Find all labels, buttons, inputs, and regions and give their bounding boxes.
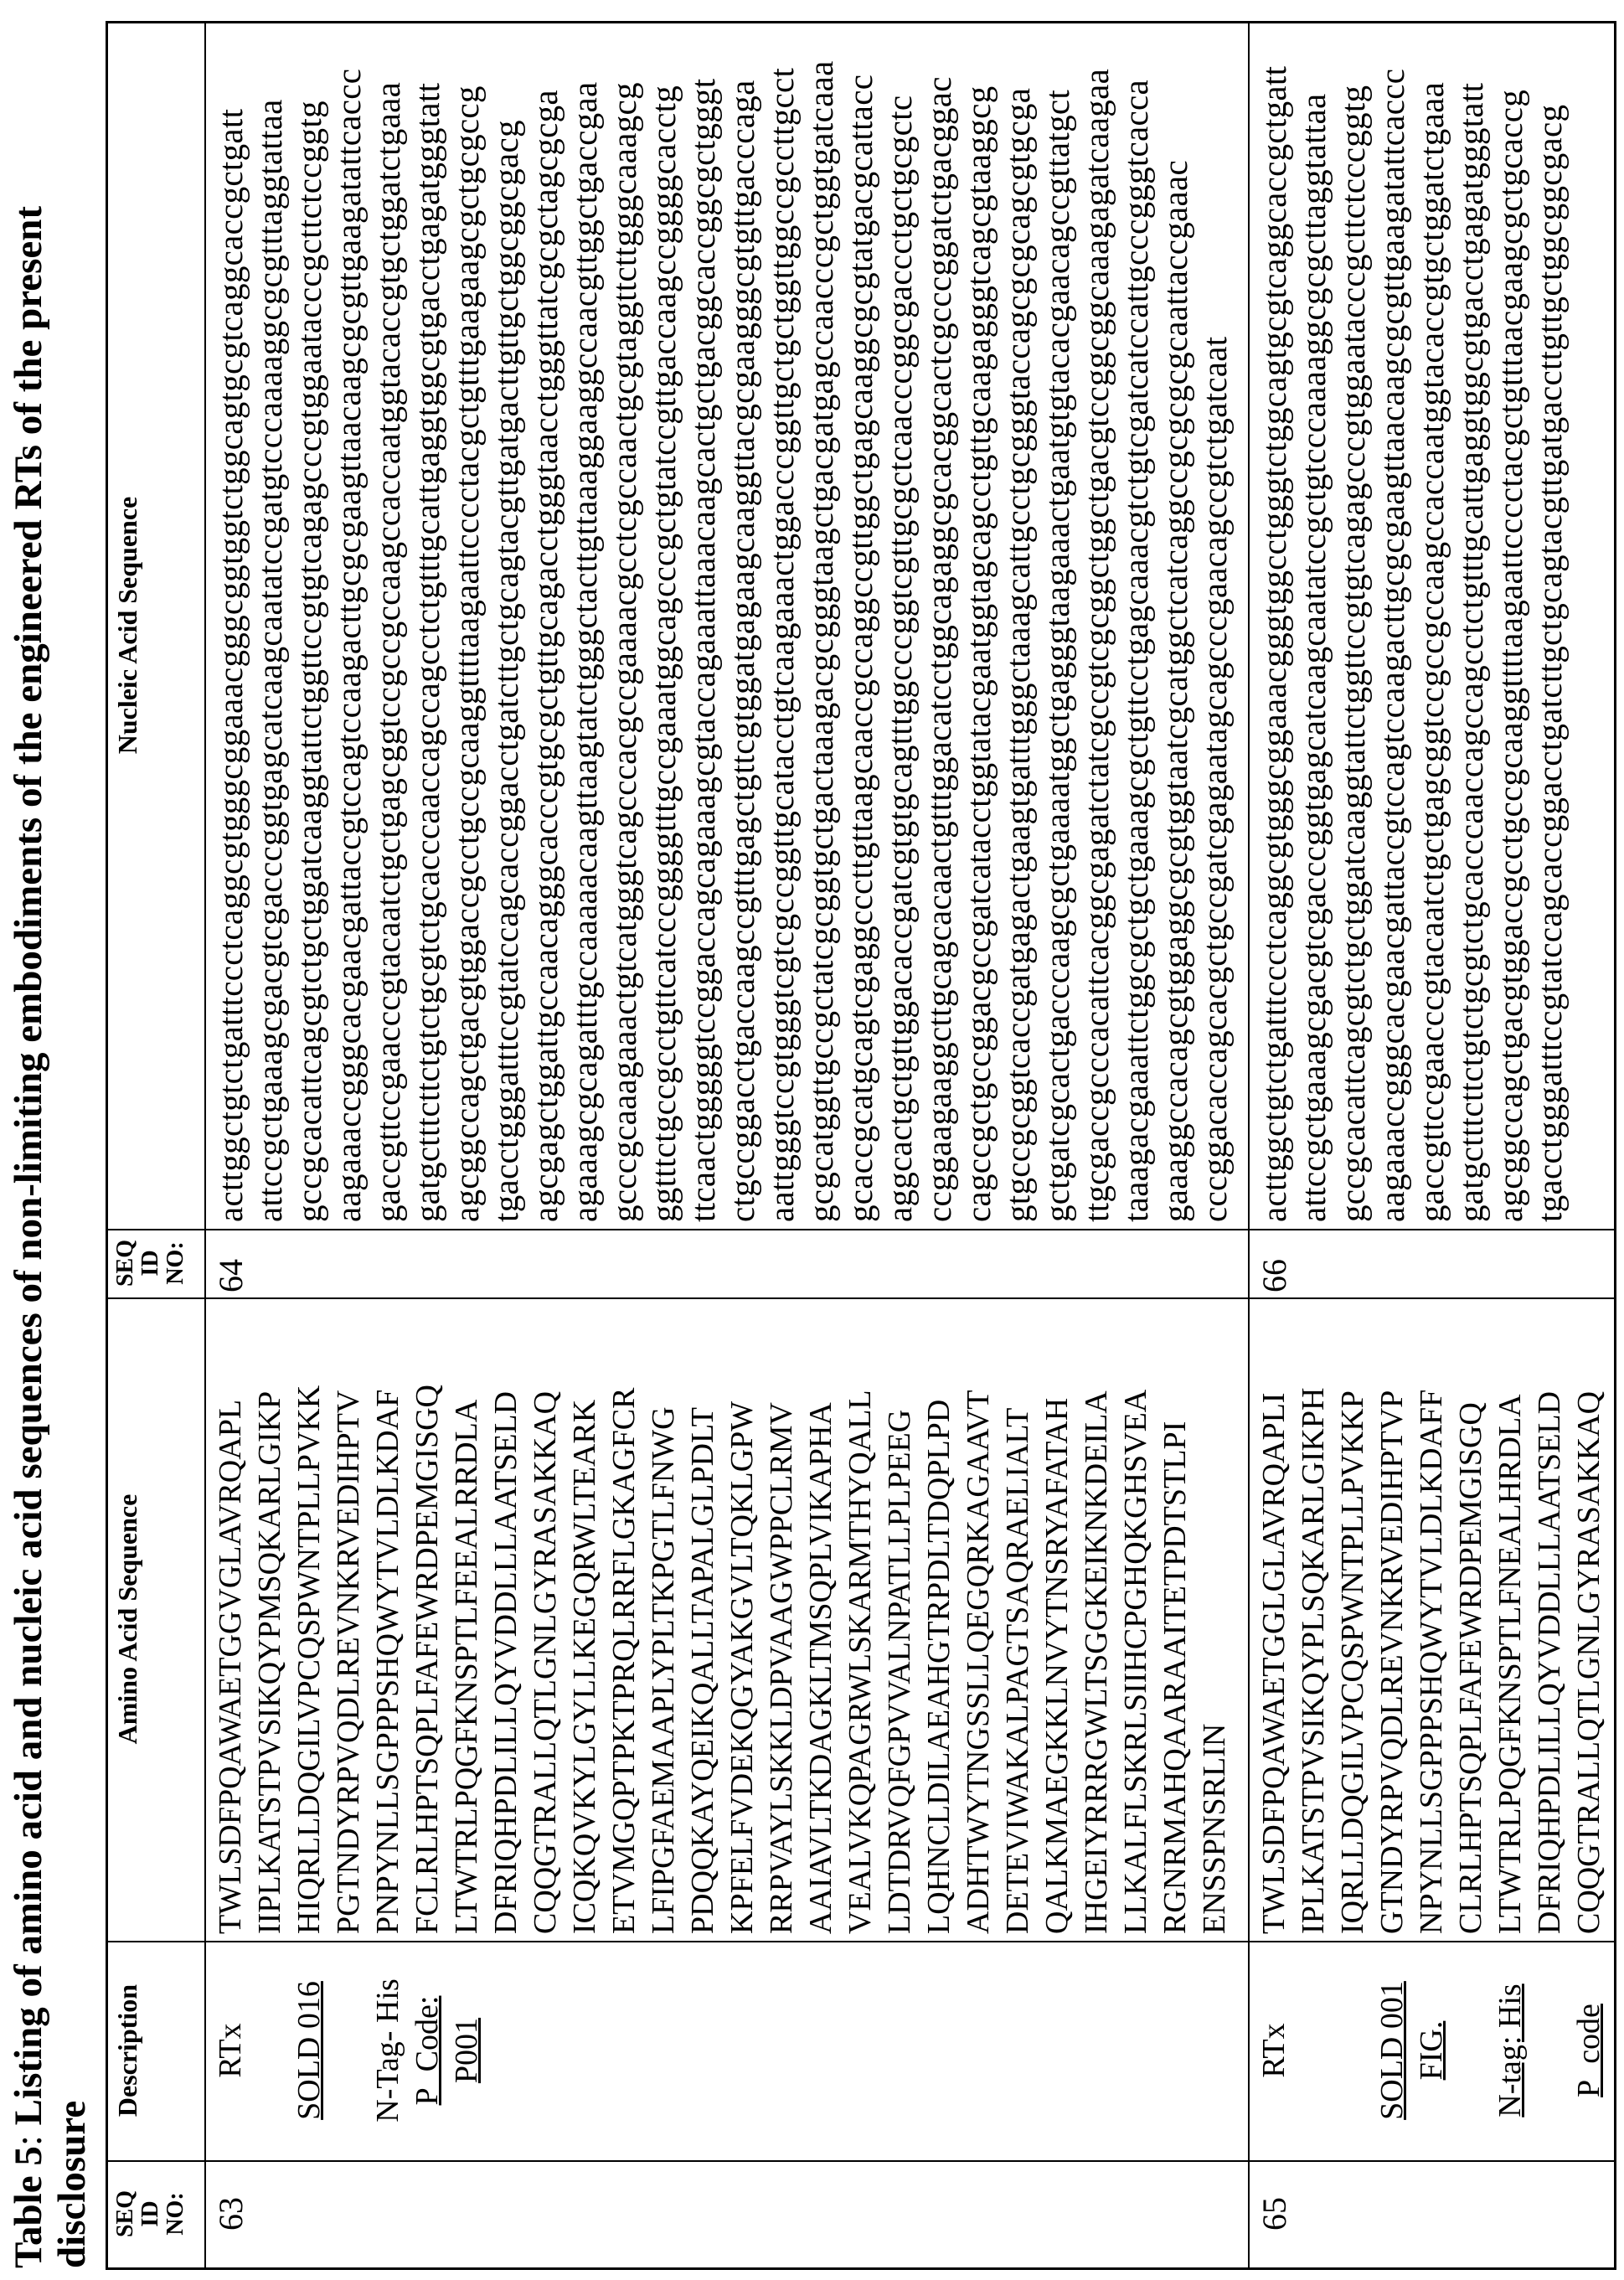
- amino-acid-line: IQRLLDQGILVPCQSPWNTPLLPVKKP: [1333, 1304, 1373, 1934]
- description-line: SOLD 016: [290, 1947, 329, 2154]
- amino-acid-line: VEALVKQPAGRWLSKARMTHYQALL: [841, 1304, 880, 1934]
- amino-acid-line: LTWTRLPQGFKNSPTLFNEALHRDLA: [1491, 1304, 1530, 1934]
- header-amino-acid: Amino Acid Sequence: [108, 1297, 206, 1941]
- row-nucleic-acid-sequence: [206, 23, 1250, 1229]
- table-label: Table 5: [7, 2146, 50, 2268]
- nucleic-acid-line: gatgctttcttctgtctgcgtctgcacccaaccagccagcctctgtttgcattgaggtggcgtgacctgagatgggtatt: [408, 28, 447, 1222]
- nucleic-acid-line: acttggctgtctgatttccctcaggcgtgggcggaaacgggcggtggtctggcagtgcgtcaggcaccgctgatt: [211, 28, 250, 1222]
- header-seq-id-line: ID: [138, 1235, 163, 1291]
- amino-acid-line: LFIPGFAEMAAPLYPLTKPGTLFNWG: [644, 1304, 683, 1934]
- row-seq-id: 65: [1250, 2160, 1616, 2267]
- nucleic-acid-line: gccgcacattcagcgtctgctggatcaaggtattctggttccgtgtcagagcccgtggaatacccgcttctcccggtg: [1333, 28, 1373, 1222]
- nucleic-acid-line: agaaagcgcagatttgccaaaaacaagttaagtatctgggctacttgttaaaggaaggccaacgttggctgaccgaa: [565, 28, 605, 1222]
- row-seq-id-2: 66: [1250, 1229, 1616, 1297]
- amino-acid-line: DFRIQHPDLILLQYVDDLLLAATSELD: [487, 1304, 526, 1934]
- nucleic-acid-line: ttcaactgggggtccggaccagcagaaagcgtaccagaaattaaacaagcactgctgacggcaccggcgctgggt: [683, 28, 723, 1222]
- nucleic-acid-line: tgacctgggatttccgtatccagcaccggacctgatcttgctgcagtacgttgatgaccttgttgctggcggcgacg: [1530, 28, 1570, 1222]
- amino-acid-line: ADHTWYTNGSSLLQEGQRKAGAAVT: [959, 1304, 998, 1934]
- amino-acid-line: TWLSDFPQAWAETGGVGLAVRQAPL: [211, 1304, 250, 1934]
- amino-acid-line: QALKMAEGKKLNVYTNSRYAFATAH: [1038, 1304, 1077, 1934]
- nucleic-acid-line: cccggacaccagcacgctgccgatcgagaatagcagcccgaacagccgtctgatcaat: [1195, 28, 1235, 1222]
- nucleic-acid-line: ccggaagaaggcttgcagcacaactgtttggacatcctggcagaggcgcacggcactcgcccggatctgacggac: [920, 28, 959, 1222]
- description-line: [1294, 1947, 1333, 2154]
- nucleic-acid-line: ttgcgaccgcccacattcacggcgagatctatcgccgtcgcggctggctgacgtccggcggcaaagagatcaagaa: [1077, 28, 1116, 1222]
- nucleic-acid-line: gtgccgcggtcaccgatgagactgaagtgatttgggctaaagcattgcctgcgggtaccagcgcgcagcgtgcga: [998, 28, 1038, 1222]
- row-amino-acid-sequence: [206, 1297, 1250, 1941]
- header-seq-id-line: ID: [138, 2167, 163, 2261]
- nucleic-acid-line: gccgcacattcagcgtctgctggatcaaggtattctggttccgtgtcagagcccgtggaatacccgcttctccggtg: [290, 28, 329, 1222]
- description-line: P_code: [1570, 1947, 1609, 2154]
- header-seq-id-line: NO:: [163, 2167, 188, 2261]
- amino-acid-line: DFRIQHPDLILLQYVDDLLLAATSELD: [1530, 1304, 1570, 1934]
- row-description: [206, 1941, 1250, 2160]
- description-line: FIG.: [1412, 1947, 1451, 2154]
- amino-acid-line: LQHNCLDILAEAHGTRPDLTDQPLPD: [920, 1304, 959, 1934]
- row-seq-id-2: 64: [206, 1229, 1250, 1297]
- nucleic-acid-line: attccgctgaaagcgacgtcgacccggtgagcatcaagcaatatccgctgtcccaaaaggcgcgcttaggtattaa: [1294, 28, 1333, 1222]
- description-line: N-Tag- His: [369, 1947, 408, 2154]
- amino-acid-line: AAIAVLTKDAGKLTMSQPLVIKAPHA: [802, 1304, 841, 1934]
- nucleic-acid-line: gaccgttccgaacccgtacaatctgctgagcggtccgccgccaagccaccaatggtacaccgtgctggatctgaaa: [369, 28, 408, 1222]
- amino-acid-line: ICQKQVKYLGYLLKEGQRWLTEARK: [565, 1304, 605, 1934]
- description-line: [250, 1947, 290, 2154]
- nucleic-acid-line: cagccgctgccggacgccgatcatacctggtatacgaatggtagcagcctgttgcaagagggtcagcgtaaggcg: [959, 28, 998, 1222]
- nucleic-acid-line: acttggctgtctgatttccctcaggcgtgggcggaaacgggtggcctgggtctggcagtgcgtcaggcaccgctgatt: [1255, 28, 1294, 1222]
- nucleic-acid-line: gatgctttcttctgtctgcgtctgcacccaaccagccagcctctgtttgcattgaggtggcgtgacctgagatgggtatt: [1451, 28, 1491, 1222]
- description-line: [329, 1947, 369, 2154]
- amino-acid-line: TWLSDFPQAWAETGGLGLAVRQAPLI: [1255, 1304, 1294, 1934]
- nucleic-acid-line: agcgagctggattgccaacagggcacccgtgcgctgttgcagacctgggtaacctgggttatcgcgctagcgcga: [526, 28, 565, 1222]
- amino-acid-line: PDQQKAYQEIKQALLTAPALGLPDLT: [683, 1304, 723, 1934]
- header-seq-id-line: SEQ: [113, 1235, 138, 1291]
- amino-acid-line: PGTNDYRPVQDLREVNKRVEDIHPTV: [329, 1304, 369, 1934]
- amino-acid-line: RRPVAYLSKKLDPVAAGWPPCLRMV: [762, 1304, 802, 1934]
- nucleic-acid-line: agcggccagctgacgtggaccgcctgccgcaaggttttaagaattcccctacgctgtttaacgaagcgctgcaccg: [1491, 28, 1530, 1222]
- row-nucleic-acid-sequence: [1250, 23, 1616, 1229]
- amino-acid-line: CLRLHPTSQPLFAFEWRDPEMGISGQ: [1451, 1304, 1491, 1934]
- amino-acid-line: FCLRLHPTSQPLFAFEWRDPEMGISGQ: [408, 1304, 447, 1934]
- nucleic-acid-line: gcgcatggttgccgctatcgcggtgctgactaaagacgcgggtaagctgacgatgagccaacccgctggtgatcaaa: [802, 28, 841, 1222]
- header-seq-id-line: SEQ: [113, 2167, 138, 2261]
- description-line: SOLD 001: [1373, 1947, 1412, 2154]
- header-nucleic-acid: Nucleic Acid Sequence: [108, 23, 206, 1229]
- description-line: RTx: [1255, 1947, 1294, 2154]
- description-line: [1451, 1947, 1491, 2154]
- amino-acid-line: IPLKATSTPVSIKQYPLSQKARLGIKPH: [1294, 1304, 1333, 1934]
- header-seq-id-line: NO:: [163, 1235, 188, 1291]
- title-text-line1: Listing of amino acid and nucleic acid sequences of non-limiting embodiments of the engineered RTs of the present: [7, 206, 50, 2135]
- amino-acid-line: IIPLKATSTPVSIKQYPMSQKARLGIKP: [250, 1304, 290, 1934]
- description-line: [1333, 1947, 1373, 2154]
- description-line: N-tag: His: [1491, 1947, 1530, 2154]
- sequence-table: [106, 21, 1616, 2270]
- row-amino-acid-sequence: [1250, 1297, 1616, 1941]
- amino-acid-line: GTNDYRPVQDLREVNKRVEDIHPTVP: [1373, 1304, 1412, 1934]
- nucleic-acid-line: tgacctgggatttccgtatccagcaccggacctgatcttgctgcagtacgttgatgacttgttgctggcggcgacg: [487, 28, 526, 1222]
- nucleic-acid-line: attccgctgaaagcgacgtcgacccggtgagcatcaagcaatatccgatgtcccaaaaggcgcgtttaggtattaa: [250, 28, 290, 1222]
- amino-acid-line: LLKALFLSKRLSIIHCPGHQKGHSVEA: [1116, 1304, 1156, 1934]
- nucleic-acid-line: agcggccagctgacgtggaccgcctgccgcaaggttttaagaattcccctacgctgtttgaagaagcgctgcgccg: [447, 28, 487, 1222]
- description-line: [1530, 1947, 1570, 2154]
- amino-acid-line: PNPYNLLSGPPPSHQWYTVLDLKDAF: [369, 1304, 408, 1934]
- amino-acid-line: DETEVIWAKALPAGTSAQRAELIALT: [998, 1304, 1038, 1934]
- nucleic-acid-line: ctgccggacctgaccaagccgtttgagctgttcgtggatgagaagcaaggttacgcgaagggcgtgttgacccaga: [723, 28, 762, 1222]
- amino-acid-line: RGNRMAHQAARAAITETPDTSTLPI: [1156, 1304, 1195, 1934]
- amino-acid-line: IHGEIYRRRGWLTSGGKEIKNKDEILA: [1077, 1304, 1116, 1934]
- nucleic-acid-line: aggcactgctgttggacaccgatcgtgtgcagtttggcccggtcgttgcgctcaacccggcgaccctgctgcgctc: [880, 28, 920, 1222]
- amino-acid-line: ETVMGQPTPKTPRQLRRFLGKAGFCR: [605, 1304, 644, 1934]
- nucleic-acid-line: gaaaggccacagcgtggaggcgcgtggtaatcgcatggctcatcaggccgcgcgcgcaattaccgaaac: [1156, 28, 1195, 1222]
- nucleic-acid-line: aagaaaccgggcacgaacgattaccgtccagtccaagacttgcgcgaagttaacaagcgcgttgaagatattcaccc: [1373, 28, 1412, 1222]
- description-line: P_Code:: [408, 1947, 447, 2154]
- nucleic-acid-line: aattgggtccgtgggtcgtcgccggttgcatacctgtcaagaaactggacccggttgctgctggttggccgccttgcct: [762, 28, 802, 1222]
- amino-acid-line: LTWTRLPQGFKNSPTLFEEALRRDLA: [447, 1304, 487, 1934]
- description-line: RTx: [211, 1947, 250, 2154]
- amino-acid-line: CQQGTRALLQTLGNLGYRASAKKAQ: [1570, 1304, 1609, 1934]
- amino-acid-line: NPYNLLSGPPPSHQWYTVLDLKDAFF: [1412, 1304, 1451, 1934]
- document-page: [0, 0, 1624, 2280]
- amino-acid-line: ENSSPNSRLIN: [1195, 1304, 1235, 1934]
- nucleic-acid-line: gcccgcaaagaaactgtcatgggtcagcccacgccgaaaacgcctcgccaactgcgtaggttcttgggcaaagcg: [605, 28, 644, 1222]
- description-line: P001: [447, 1947, 487, 2154]
- row-seq-id: 63: [206, 2160, 1250, 2267]
- table-title: [7, 15, 94, 2268]
- header-description: Description: [108, 1941, 206, 2160]
- row-description: [1250, 1941, 1616, 2160]
- amino-acid-line: LDTDRVQFGPVVALNPATLLPLPEEG: [880, 1304, 920, 1934]
- nucleic-acid-line: gctgatcgcactgacccaagcgctgaaaatggctgagggtaagaaactgaatgtgtacacgaacagccgttatgct: [1038, 28, 1077, 1222]
- amino-acid-line: HIQRLLDQGILVPCQSPWNTPLLPVKK: [290, 1304, 329, 1934]
- title-colon: :: [7, 2135, 50, 2146]
- amino-acid-line: KPFELFVDEKQGYAKGVLTQKLGPW: [723, 1304, 762, 1934]
- nucleic-acid-line: gaccgttccgaacccgtacaatctgctgagcggtccgccgccaagccaccaatggtacaccgtgctggatctgaaa: [1412, 28, 1451, 1222]
- nucleic-acid-line: aagaaaccgggcacgaacgattaccgtccagtccaagacttgcgcgaagttaacaagcgcgttgaagatattcaccc: [329, 28, 369, 1222]
- nucleic-acid-line: ggtttctgccgcctgttcatcccggggtttgccgaaatggcagcccgctgtatccgttgaccaagccggggcacctg: [644, 28, 683, 1222]
- amino-acid-line: CQQGTRALLQTLGNLGYRASAKKAQ: [526, 1304, 565, 1934]
- header-seq-id-2: [108, 1229, 206, 1297]
- title-text-line2: disclosure: [50, 2101, 94, 2268]
- header-seq-id: [108, 2160, 206, 2267]
- nucleic-acid-line: taaagacgaaattctggcgctgctgaaagcgctgttcctgagcaaacgtctgtcgatcatccattgcccgggtcacca: [1116, 28, 1156, 1222]
- nucleic-acid-line: gcaccgcatgcagtcgaggcccttgttaagcaaccgccaggccgttggctgagcaaggcgcgtatgacgcattacc: [841, 28, 880, 1222]
